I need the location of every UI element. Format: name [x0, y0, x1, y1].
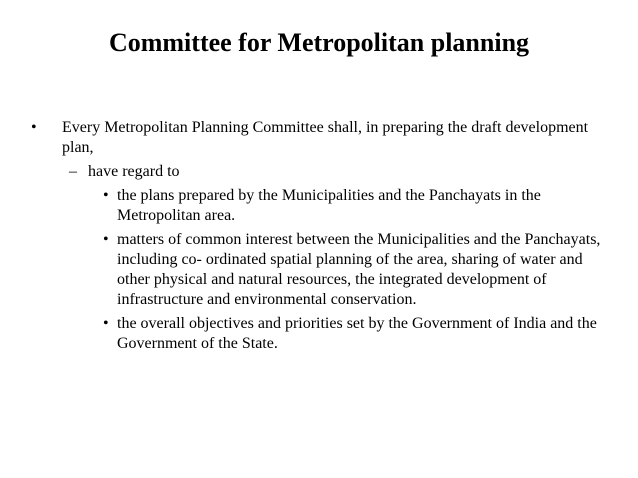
bullet-text: have regard to [88, 163, 180, 180]
bullet-marker: • [103, 187, 109, 204]
bullet-marker: • [103, 231, 109, 248]
dash-marker: – [69, 163, 77, 180]
bullet-level-3-item [0, 314, 638, 354]
bullet-text: the overall objectives and priorities set by the Government of India and the Government of the State. [117, 315, 597, 352]
bullet-level-3-item [0, 230, 638, 310]
bullet-level-2 [0, 162, 638, 182]
bullet-text: the plans prepared by the Municipalities and the Panchayats in the Metropolitan area. [117, 187, 541, 224]
slide-body [0, 118, 638, 354]
slide-title: Committee for Metropolitan planning [108, 28, 530, 57]
bullet-marker: • [103, 315, 109, 332]
bullet-level-3-item [0, 186, 638, 226]
bullet-level-1 [0, 118, 638, 158]
bullet-marker: • [31, 119, 37, 136]
bullet-text: Every Metropolitan Planning Committee shall, in preparing the draft development plan, [62, 119, 589, 156]
bullet-text: matters of common interest between the Municipalities and the Panchayats, including co- ordinated spatial planning of the area, sharing of water and other physical and natural resources, the integrated development of infrastructure and environmental conservation. [117, 231, 601, 308]
